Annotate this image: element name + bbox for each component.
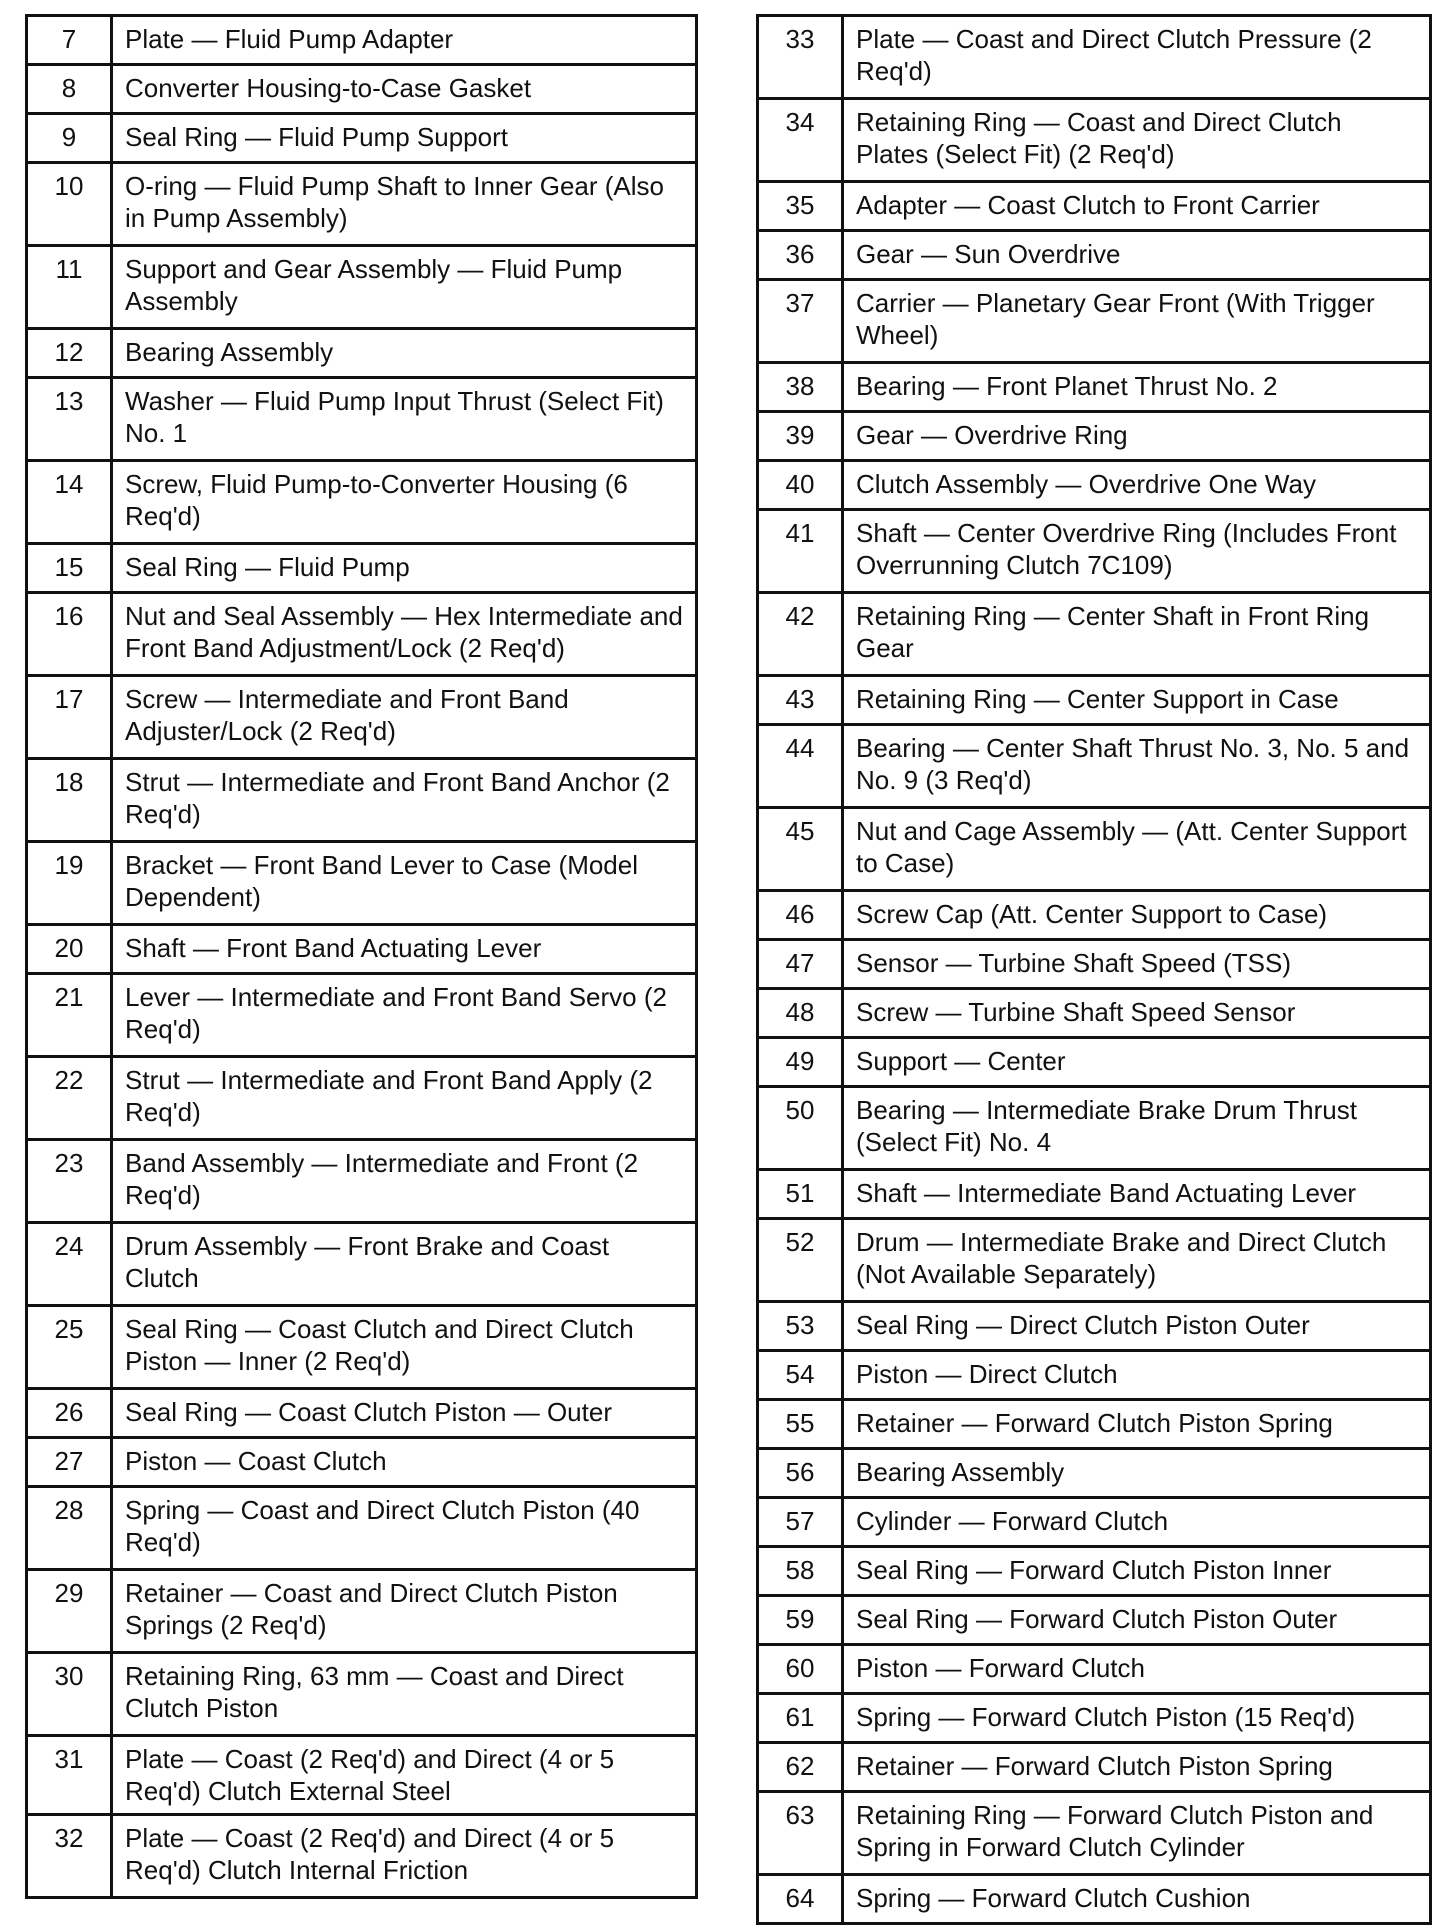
part-description: Retaining Ring — Coast and Direct Clutch Plates (Select Fit) (2 Req'd) <box>843 99 1431 182</box>
part-number: 11 <box>27 246 112 329</box>
part-description: Strut — Intermediate and Front Band Apply (2 Req'd) <box>112 1057 697 1140</box>
parts-table-left <box>25 14 698 1899</box>
part-number: 22 <box>27 1057 112 1140</box>
table-row <box>758 182 1431 231</box>
part-description: Screw — Turbine Shaft Speed Sensor <box>843 989 1431 1038</box>
table-row <box>27 329 697 378</box>
part-description: O-ring — Fluid Pump Shaft to Inner Gear (Also in Pump Assembly) <box>112 163 697 246</box>
part-number: 17 <box>27 676 112 759</box>
part-number: 55 <box>758 1400 843 1449</box>
part-description: Strut — Intermediate and Front Band Anchor (2 Req'd) <box>112 759 697 842</box>
table-row <box>27 593 697 676</box>
part-number: 59 <box>758 1596 843 1645</box>
table-row <box>758 676 1431 725</box>
table-row <box>27 378 697 461</box>
part-number: 36 <box>758 231 843 280</box>
part-number: 20 <box>27 925 112 974</box>
part-number: 34 <box>758 99 843 182</box>
part-description: Bracket — Front Band Lever to Case (Model Dependent) <box>112 842 697 925</box>
table-row <box>27 925 697 974</box>
parts-table <box>756 14 1432 1925</box>
part-description: Screw Cap (Att. Center Support to Case) <box>843 891 1431 940</box>
part-description: Seal Ring — Coast Clutch Piston — Outer <box>112 1389 697 1438</box>
part-number: 61 <box>758 1694 843 1743</box>
part-description: Washer — Fluid Pump Input Thrust (Select Fit) No. 1 <box>112 378 697 461</box>
table-row <box>27 163 697 246</box>
part-number: 28 <box>27 1487 112 1570</box>
table-row <box>758 231 1431 280</box>
table-row <box>758 891 1431 940</box>
part-description: Spring — Forward Clutch Cushion <box>843 1875 1431 1924</box>
part-number: 24 <box>27 1223 112 1306</box>
part-description: Plate — Coast (2 Req'd) and Direct (4 or 5 Req'd) Clutch Internal Friction <box>112 1815 697 1898</box>
part-description: Shaft — Front Band Actuating Lever <box>112 925 697 974</box>
table-row <box>758 1498 1431 1547</box>
part-number: 33 <box>758 16 843 99</box>
table-row <box>27 1487 697 1570</box>
table-row <box>758 1694 1431 1743</box>
part-number: 48 <box>758 989 843 1038</box>
table-row <box>758 280 1431 363</box>
table-row <box>758 725 1431 808</box>
part-number: 13 <box>27 378 112 461</box>
table-row <box>758 593 1431 676</box>
table-row <box>758 363 1431 412</box>
part-description: Screw — Intermediate and Front Band Adjuster/Lock (2 Req'd) <box>112 676 697 759</box>
table-row <box>27 676 697 759</box>
part-description: Converter Housing-to-Case Gasket <box>112 65 697 114</box>
table-row <box>758 99 1431 182</box>
part-number: 53 <box>758 1302 843 1351</box>
part-description: Drum — Intermediate Brake and Direct Clutch (Not Available Separately) <box>843 1219 1431 1302</box>
table-row <box>758 461 1431 510</box>
table-row <box>758 1792 1431 1875</box>
table-row <box>758 412 1431 461</box>
part-number: 49 <box>758 1038 843 1087</box>
part-description: Spring — Forward Clutch Piston (15 Req'd) <box>843 1694 1431 1743</box>
part-number: 40 <box>758 461 843 510</box>
part-number: 21 <box>27 974 112 1057</box>
part-number: 43 <box>758 676 843 725</box>
table-row <box>758 1302 1431 1351</box>
part-description: Seal Ring — Fluid Pump Support <box>112 114 697 163</box>
part-description: Spring — Coast and Direct Clutch Piston (40 Req'd) <box>112 1487 697 1570</box>
part-description: Gear — Sun Overdrive <box>843 231 1431 280</box>
part-number: 30 <box>27 1653 112 1736</box>
part-description: Retainer — Forward Clutch Piston Spring <box>843 1400 1431 1449</box>
part-number: 52 <box>758 1219 843 1302</box>
table-row <box>27 65 697 114</box>
part-number: 14 <box>27 461 112 544</box>
part-number: 26 <box>27 1389 112 1438</box>
part-description: Clutch Assembly — Overdrive One Way <box>843 461 1431 510</box>
table-row <box>27 1815 697 1898</box>
table-row <box>27 1570 697 1653</box>
part-number: 41 <box>758 510 843 593</box>
part-description: Carrier — Planetary Gear Front (With Trigger Wheel) <box>843 280 1431 363</box>
part-number: 56 <box>758 1449 843 1498</box>
part-description: Seal Ring — Direct Clutch Piston Outer <box>843 1302 1431 1351</box>
part-number: 23 <box>27 1140 112 1223</box>
part-number: 44 <box>758 725 843 808</box>
part-number: 39 <box>758 412 843 461</box>
part-description: Plate — Coast (2 Req'd) and Direct (4 or 5 Req'd) Clutch External Steel <box>112 1736 697 1815</box>
part-description: Seal Ring — Fluid Pump <box>112 544 697 593</box>
table-row <box>27 16 697 65</box>
table-row <box>27 1438 697 1487</box>
part-number: 10 <box>27 163 112 246</box>
part-description: Screw, Fluid Pump-to-Converter Housing (6 Req'd) <box>112 461 697 544</box>
table-row <box>758 1400 1431 1449</box>
part-description: Cylinder — Forward Clutch <box>843 1498 1431 1547</box>
parts-table-right <box>756 14 1432 1925</box>
part-description: Seal Ring — Forward Clutch Piston Outer <box>843 1596 1431 1645</box>
part-description: Band Assembly — Intermediate and Front (2 Req'd) <box>112 1140 697 1223</box>
table-row <box>27 759 697 842</box>
table-row <box>758 1219 1431 1302</box>
part-number: 63 <box>758 1792 843 1875</box>
table-row <box>27 246 697 329</box>
part-description: Plate — Fluid Pump Adapter <box>112 16 697 65</box>
part-number: 7 <box>27 16 112 65</box>
table-row <box>758 1645 1431 1694</box>
part-description: Drum Assembly — Front Brake and Coast Clutch <box>112 1223 697 1306</box>
table-row <box>27 1140 697 1223</box>
table-row <box>758 1351 1431 1400</box>
part-description: Seal Ring — Forward Clutch Piston Inner <box>843 1547 1431 1596</box>
table-row <box>27 544 697 593</box>
table-row <box>758 1743 1431 1792</box>
part-number: 29 <box>27 1570 112 1653</box>
part-description: Support — Center <box>843 1038 1431 1087</box>
part-number: 27 <box>27 1438 112 1487</box>
table-row <box>758 1449 1431 1498</box>
part-number: 38 <box>758 363 843 412</box>
table-row <box>758 808 1431 891</box>
part-description: Retaining Ring, 63 mm — Coast and Direct Clutch Piston <box>112 1653 697 1736</box>
part-number: 19 <box>27 842 112 925</box>
table-row <box>758 1038 1431 1087</box>
part-description: Piston — Forward Clutch <box>843 1645 1431 1694</box>
part-number: 57 <box>758 1498 843 1547</box>
part-number: 64 <box>758 1875 843 1924</box>
part-number: 42 <box>758 593 843 676</box>
part-description: Lever — Intermediate and Front Band Servo (2 Req'd) <box>112 974 697 1057</box>
part-number: 9 <box>27 114 112 163</box>
part-description: Retaining Ring — Center Shaft in Front Ring Gear <box>843 593 1431 676</box>
part-description: Sensor — Turbine Shaft Speed (TSS) <box>843 940 1431 989</box>
table-row <box>758 989 1431 1038</box>
part-description: Piston — Coast Clutch <box>112 1438 697 1487</box>
part-number: 37 <box>758 280 843 363</box>
part-number: 15 <box>27 544 112 593</box>
table-row <box>758 16 1431 99</box>
table-row <box>758 510 1431 593</box>
table-row <box>27 1736 697 1815</box>
part-description: Nut and Seal Assembly — Hex Intermediate and Front Band Adjustment/Lock (2 Req'd) <box>112 593 697 676</box>
parts-table <box>25 14 698 1899</box>
part-description: Plate — Coast and Direct Clutch Pressure (2 Req'd) <box>843 16 1431 99</box>
table-row <box>758 1170 1431 1219</box>
table-row <box>27 1057 697 1140</box>
part-description: Retaining Ring — Forward Clutch Piston and Spring in Forward Clutch Cylinder <box>843 1792 1431 1875</box>
part-description: Bearing — Intermediate Brake Drum Thrust (Select Fit) No. 4 <box>843 1087 1431 1170</box>
table-row <box>758 1087 1431 1170</box>
part-number: 35 <box>758 182 843 231</box>
table-row <box>27 1306 697 1389</box>
part-number: 16 <box>27 593 112 676</box>
table-row <box>27 114 697 163</box>
table-row <box>27 842 697 925</box>
part-number: 54 <box>758 1351 843 1400</box>
part-description: Retainer — Coast and Direct Clutch Piston Springs (2 Req'd) <box>112 1570 697 1653</box>
part-description: Support and Gear Assembly — Fluid Pump Assembly <box>112 246 697 329</box>
part-number: 31 <box>27 1736 112 1815</box>
table-row <box>27 461 697 544</box>
table-row <box>27 1389 697 1438</box>
part-number: 60 <box>758 1645 843 1694</box>
part-number: 50 <box>758 1087 843 1170</box>
part-description: Nut and Cage Assembly — (Att. Center Support to Case) <box>843 808 1431 891</box>
part-description: Shaft — Center Overdrive Ring (Includes Front Overrunning Clutch 7C109) <box>843 510 1431 593</box>
part-description: Gear — Overdrive Ring <box>843 412 1431 461</box>
part-description: Bearing — Center Shaft Thrust No. 3, No. 5 and No. 9 (3 Req'd) <box>843 725 1431 808</box>
part-number: 58 <box>758 1547 843 1596</box>
part-number: 62 <box>758 1743 843 1792</box>
part-description: Retainer — Forward Clutch Piston Spring <box>843 1743 1431 1792</box>
part-number: 51 <box>758 1170 843 1219</box>
part-number: 46 <box>758 891 843 940</box>
part-description: Piston — Direct Clutch <box>843 1351 1431 1400</box>
part-description: Adapter — Coast Clutch to Front Carrier <box>843 182 1431 231</box>
part-description: Bearing Assembly <box>843 1449 1431 1498</box>
part-description: Seal Ring — Coast Clutch and Direct Clutch Piston — Inner (2 Req'd) <box>112 1306 697 1389</box>
part-number: 8 <box>27 65 112 114</box>
part-number: 25 <box>27 1306 112 1389</box>
part-description: Bearing Assembly <box>112 329 697 378</box>
part-description: Shaft — Intermediate Band Actuating Lever <box>843 1170 1431 1219</box>
part-description: Retaining Ring — Center Support in Case <box>843 676 1431 725</box>
part-description: Bearing — Front Planet Thrust No. 2 <box>843 363 1431 412</box>
table-row <box>758 940 1431 989</box>
part-number: 45 <box>758 808 843 891</box>
table-row <box>27 974 697 1057</box>
part-number: 12 <box>27 329 112 378</box>
part-number: 32 <box>27 1815 112 1898</box>
table-row <box>27 1223 697 1306</box>
table-row <box>758 1547 1431 1596</box>
table-row <box>27 1653 697 1736</box>
part-number: 47 <box>758 940 843 989</box>
part-number: 18 <box>27 759 112 842</box>
table-row <box>758 1596 1431 1645</box>
